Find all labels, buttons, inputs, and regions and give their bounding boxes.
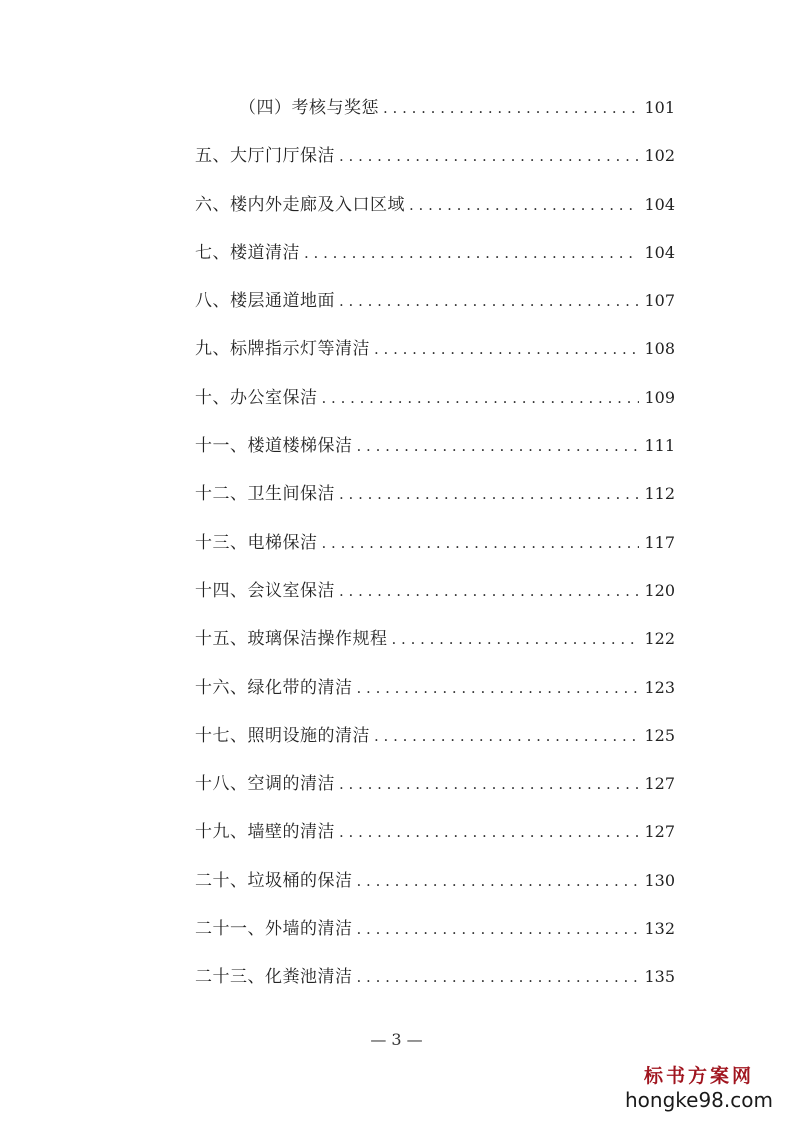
toc-entry-page: 104 bbox=[644, 242, 675, 262]
toc-entry[interactable] bbox=[195, 914, 675, 962]
toc-entry-title: 十、办公室保洁 bbox=[195, 387, 318, 408]
toc-entry[interactable] bbox=[195, 383, 675, 431]
toc-entry-title: 十七、照明设施的清洁 bbox=[195, 725, 370, 746]
toc-entry-page: 108 bbox=[644, 339, 675, 359]
toc-entry-page: 120 bbox=[644, 580, 675, 600]
toc-dot-leader bbox=[357, 673, 640, 703]
toc-entry-title: 二十三、化粪池清洁 bbox=[195, 967, 353, 988]
toc-entry-title: 十一、楼道楼梯保洁 bbox=[195, 436, 353, 457]
toc-entry[interactable] bbox=[195, 93, 675, 141]
toc-entry[interactable] bbox=[195, 866, 675, 914]
toc-entry[interactable] bbox=[195, 238, 675, 286]
toc-entry-page: 102 bbox=[644, 146, 675, 166]
toc-entry-page: 111 bbox=[644, 436, 675, 456]
toc-entry-title: 二十、垃圾桶的保洁 bbox=[195, 870, 353, 891]
toc-entry-page: 125 bbox=[644, 725, 675, 745]
toc-dot-leader bbox=[322, 383, 640, 413]
toc-entry-page: 127 bbox=[644, 774, 675, 794]
toc-entry-title: 二十一、外墙的清洁 bbox=[195, 919, 353, 940]
toc-entry-title: 十四、会议室保洁 bbox=[195, 580, 335, 601]
toc-entry-title: （四）考核与奖惩 bbox=[239, 98, 379, 118]
toc-dot-leader bbox=[392, 624, 640, 654]
toc-entry[interactable] bbox=[195, 479, 675, 527]
toc-dot-leader bbox=[357, 962, 640, 992]
toc-dot-leader bbox=[339, 286, 639, 316]
toc-dot-leader bbox=[304, 238, 639, 268]
toc-entry-title: 十八、空调的清洁 bbox=[195, 774, 335, 795]
toc-entry-page: 101 bbox=[644, 98, 675, 117]
toc-dot-leader bbox=[374, 721, 639, 751]
toc-entry[interactable] bbox=[195, 190, 675, 238]
toc-entry-page: 127 bbox=[644, 822, 675, 842]
toc-entry-title: 六、楼内外走廊及入口区域 bbox=[195, 194, 405, 215]
toc-entry-title: 五、大厅门厅保洁 bbox=[195, 146, 335, 167]
toc-dot-leader bbox=[339, 769, 639, 799]
toc-dot-leader bbox=[339, 479, 639, 509]
toc-entry-title: 十二、卫生间保洁 bbox=[195, 484, 335, 505]
watermark-brand-text: 标书方案网 bbox=[643, 1065, 754, 1087]
toc-entry[interactable] bbox=[195, 286, 675, 334]
toc-dot-leader bbox=[409, 190, 639, 220]
toc-entry-title: 八、楼层通道地面 bbox=[195, 291, 335, 312]
toc-entry[interactable] bbox=[195, 624, 675, 672]
toc-entry[interactable] bbox=[195, 334, 675, 382]
toc-dot-leader bbox=[374, 334, 639, 364]
toc-entry-title: 十六、绿化带的清洁 bbox=[195, 677, 353, 698]
toc-entry[interactable] bbox=[195, 431, 675, 479]
toc-entry-page: 130 bbox=[644, 870, 675, 890]
toc-entry[interactable] bbox=[195, 673, 675, 721]
toc-entry-page: 117 bbox=[644, 532, 675, 552]
toc-entry-page: 122 bbox=[644, 629, 675, 649]
toc-entry-page: 132 bbox=[644, 919, 675, 939]
toc-entry[interactable] bbox=[195, 721, 675, 769]
toc-entry[interactable] bbox=[195, 769, 675, 817]
toc-dot-leader bbox=[383, 93, 639, 123]
toc-entry-page: 109 bbox=[644, 387, 675, 407]
watermark-url: hongke98.com bbox=[625, 1088, 773, 1112]
toc-entry[interactable] bbox=[195, 141, 675, 189]
toc-entry-title: 十五、玻璃保洁操作规程 bbox=[195, 629, 388, 650]
toc-dot-leader bbox=[339, 576, 639, 606]
toc-entry-page: 112 bbox=[644, 484, 675, 504]
toc-dot-leader bbox=[357, 866, 640, 896]
table-of-contents bbox=[195, 93, 675, 1011]
page-number: — 3 — bbox=[370, 1030, 423, 1049]
toc-entry[interactable] bbox=[195, 576, 675, 624]
toc-entry-title: 十三、电梯保洁 bbox=[195, 532, 318, 553]
toc-entry-page: 104 bbox=[644, 194, 675, 214]
toc-entry-page: 123 bbox=[644, 677, 675, 697]
toc-dot-leader bbox=[357, 431, 640, 461]
toc-entry-page: 135 bbox=[644, 967, 675, 987]
toc-entry[interactable] bbox=[195, 817, 675, 865]
toc-entry[interactable] bbox=[195, 528, 675, 576]
toc-dot-leader bbox=[322, 528, 640, 558]
toc-entry[interactable] bbox=[195, 962, 675, 1010]
toc-entry-title: 十九、墙壁的清洁 bbox=[195, 822, 335, 843]
toc-entry-title: 九、标牌指示灯等清洁 bbox=[195, 339, 370, 360]
toc-dot-leader bbox=[357, 914, 640, 944]
toc-entry-page: 107 bbox=[644, 291, 675, 311]
toc-dot-leader bbox=[339, 817, 639, 847]
toc-entry-title: 七、楼道清洁 bbox=[195, 242, 300, 263]
watermark-logo bbox=[619, 1064, 779, 1112]
toc-dot-leader bbox=[339, 141, 639, 171]
